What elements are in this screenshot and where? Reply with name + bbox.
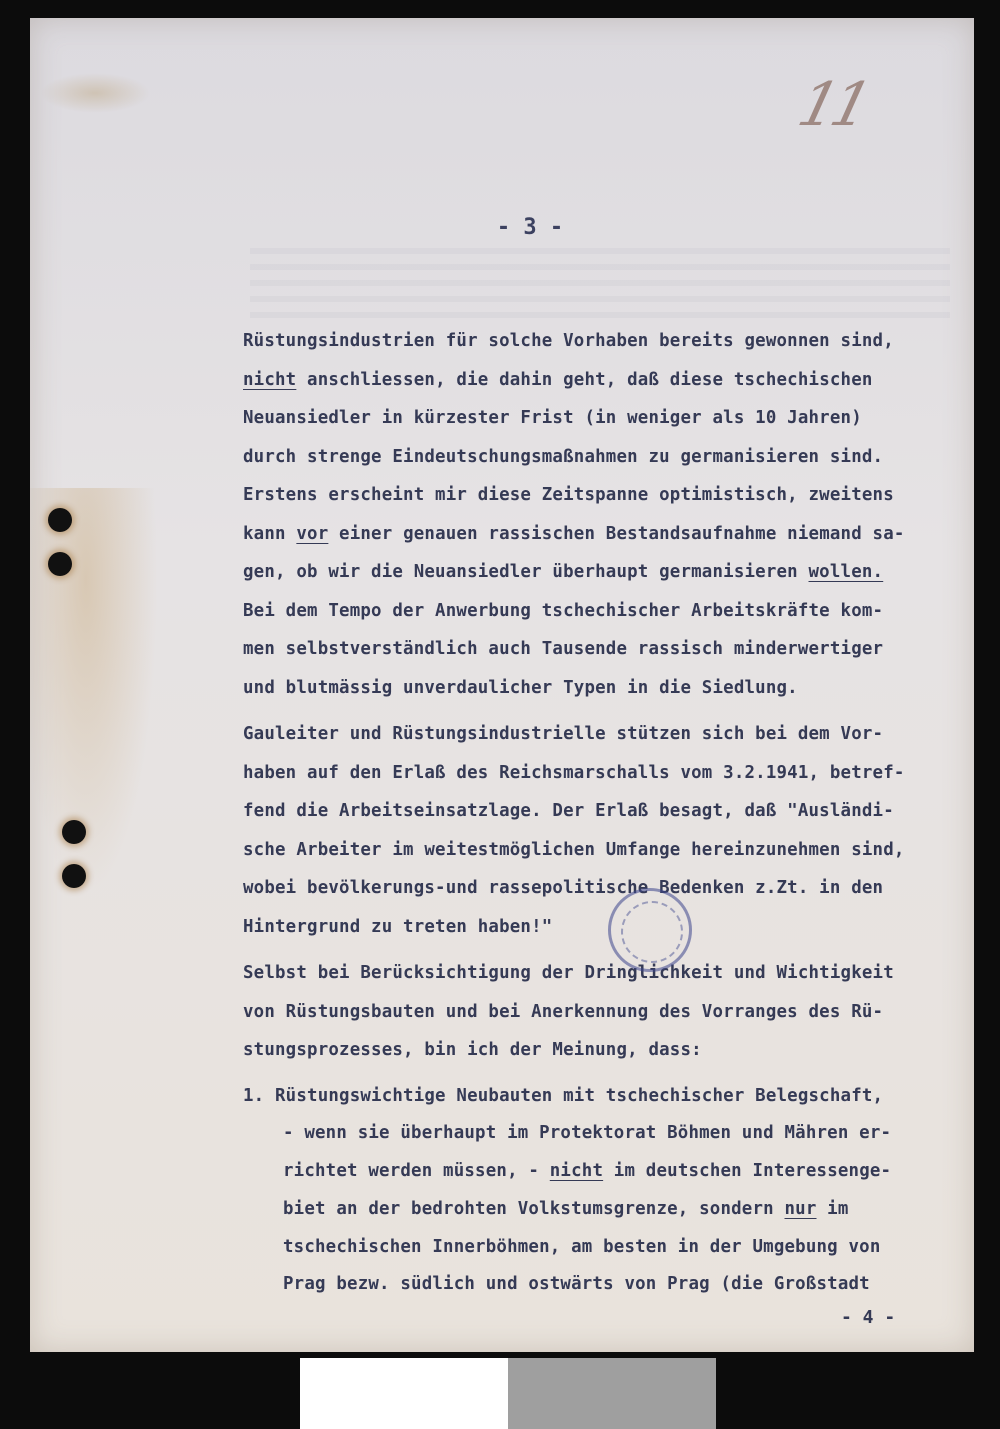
next-page-marker: - 4 - xyxy=(841,1307,896,1328)
list-item: biet an der bedrohten Volkstumsgrenze, sondern nur im xyxy=(283,1198,849,1219)
calibration-patch-white xyxy=(300,1358,508,1429)
punch-hole xyxy=(48,508,72,532)
calibration-patch-gray xyxy=(508,1358,716,1429)
handwritten-folio-number: 11 xyxy=(791,70,874,140)
list-item: 1. Rüstungswichtige Neubauten mit tschechischer Belegschaft, xyxy=(243,1085,884,1106)
text-line: stungsprozesses, bin ich der Meinung, dass: xyxy=(243,1040,702,1060)
text-line: haben auf den Erlaß des Reichsmarschalls vom 3.2.1941, betref- xyxy=(243,762,905,783)
list-item: richtet werden müssen, - nicht im deutschen Interessenge- xyxy=(283,1161,892,1182)
text-line: Rüstungsindustrien für solche Vorhaben bereits gewonnen sind, xyxy=(243,331,894,351)
punch-hole xyxy=(62,864,86,888)
text-line: nicht anschliessen, die dahin geht, daß diese tschechischen xyxy=(243,369,873,390)
underlined-word: nur xyxy=(784,1198,817,1219)
text-line: wobei bevölkerungs-und rassepolitische Bedenken z.Zt. in den xyxy=(243,878,884,898)
list-item: tschechischen Innerböhmen, am besten in der Umgebung von xyxy=(283,1236,881,1257)
text-line: durch strenge Eindeutschungsmaßnahmen zu germanisieren sind. xyxy=(243,446,884,467)
underlined-word: nicht xyxy=(549,1161,604,1182)
text-line: gen, ob wir die Neuansiedler überhaupt germanisieren wollen. xyxy=(243,562,884,582)
typed-text xyxy=(243,322,983,1304)
bleed-through-text xyxy=(250,248,950,328)
text-line: Hintergrund zu treten haben!" xyxy=(243,916,553,937)
text-line: Selbst bei Berücksichtigung der Dringlichkeit und Wichtigkeit xyxy=(243,963,894,983)
list-item: - wenn sie überhaupt im Protektorat Böhmen und Mähren er- xyxy=(283,1123,892,1144)
punch-hole xyxy=(48,552,72,576)
underlined-word: nicht xyxy=(243,369,297,390)
text-line: Bei dem Tempo der Anwerbung tschechischer Arbeitskräfte kom- xyxy=(243,600,884,621)
punch-hole xyxy=(62,820,86,844)
text-line: fend die Arbeitseinsatzlage. Der Erlaß besagt, daß "Ausländi- xyxy=(243,801,894,821)
paper-stain xyxy=(40,73,150,113)
text-line: Gauleiter und Rüstungsindustrielle stützen sich bei dem Vor- xyxy=(243,724,884,744)
text-line: von Rüstungsbauten und bei Anerkennung des Vorranges des Rü- xyxy=(243,1001,884,1022)
text-line: Erstens erscheint mir diese Zeitspanne optimistisch, zweitens xyxy=(243,485,894,505)
text-line: und blutmässig unverdaulicher Typen in die Siedlung. xyxy=(243,677,798,698)
underlined-word: wollen. xyxy=(808,562,884,582)
underlined-word: vor xyxy=(296,523,329,544)
text-line: sche Arbeiter im weitestmöglichen Umfange hereinzunehmen sind, xyxy=(243,839,905,860)
round-stamp xyxy=(608,888,692,972)
text-line: men selbstverständlich auch Tausende rassisch minderwertiger xyxy=(243,639,884,659)
text-line: Neuansiedler in kürzester Frist (in weniger als 10 Jahren) xyxy=(243,408,862,428)
text-line: kann vor einer genauen rassischen Bestandsaufnahme niemand sa- xyxy=(243,523,905,544)
list-item: Prag bezw. südlich und ostwärts von Prag (die Großstadt xyxy=(283,1274,870,1295)
page-number: - 3 - xyxy=(496,215,564,240)
